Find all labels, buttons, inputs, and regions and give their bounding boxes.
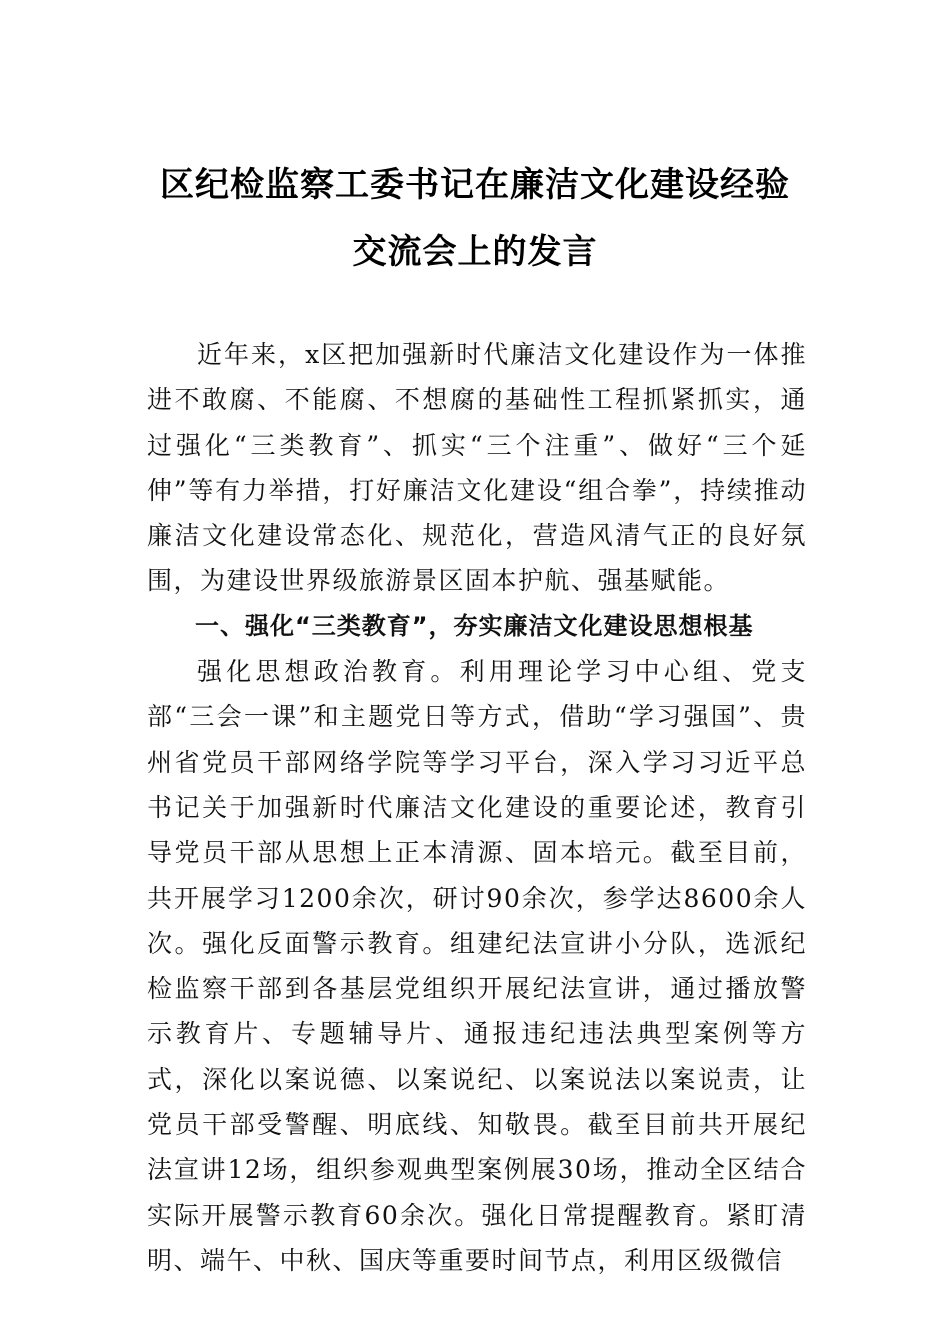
section-heading-1: 一、强化“三类教育”，夯实廉洁文化建设思想根基 [195,611,754,640]
document-title-line-2: 交流会上的发言 [352,232,598,272]
document-title-line-1: 区纪检监察工委书记在廉洁文化建设经验 [160,165,790,205]
intro-paragraph: 近年来，x区把加强新时代廉洁文化建设作为一体推进不敢腐、不能腐、不想腐的基础性工程抓紧抓实，通过强化“三类教育”、抓实“三个注重”、做好“三个延伸”等有力举措，打好廉洁文化建设“组合拳”，持续推动廉洁文化建设常态化、规范化，营造风清气正的良好氛围，为建设世界级旅游景区固本护航、强基赋能。 [147,340,807,596]
document-body [147,332,807,1283]
section-1-paragraph: 强化思想政治教育。利用理论学习中心组、党支部“三会一课”和主题党日等方式，借助“学习强国”、贵州省党员干部网络学院等学习平台，深入学习习近平总书记关于加强新时代廉洁文化建设的重要论述，教育引导党员干部从思想上正本清源、固本培元。截至目前，共开展学习1200余次，研讨90余次，参学达8600余人次。强化反面警示教育。组建纪法宣讲小分队，选派纪检监察干部到各基层党组织开展纪法宣讲，通过播放警示教育片、专题辅导片、通报违纪违法典型案例等方式，深化以案说德、以案说纪、以案说法以案说责，让党员干部受警醒、明底线、知敬畏。截至目前共开展纪法宣讲12场，组织参观典型案例展30场，推动全区结合实际开展警示教育60余次。强化日常提醒教育。紧盯清明、端午、中秋、国庆等重要时间节点，利用区级微信 [147,657,807,1275]
